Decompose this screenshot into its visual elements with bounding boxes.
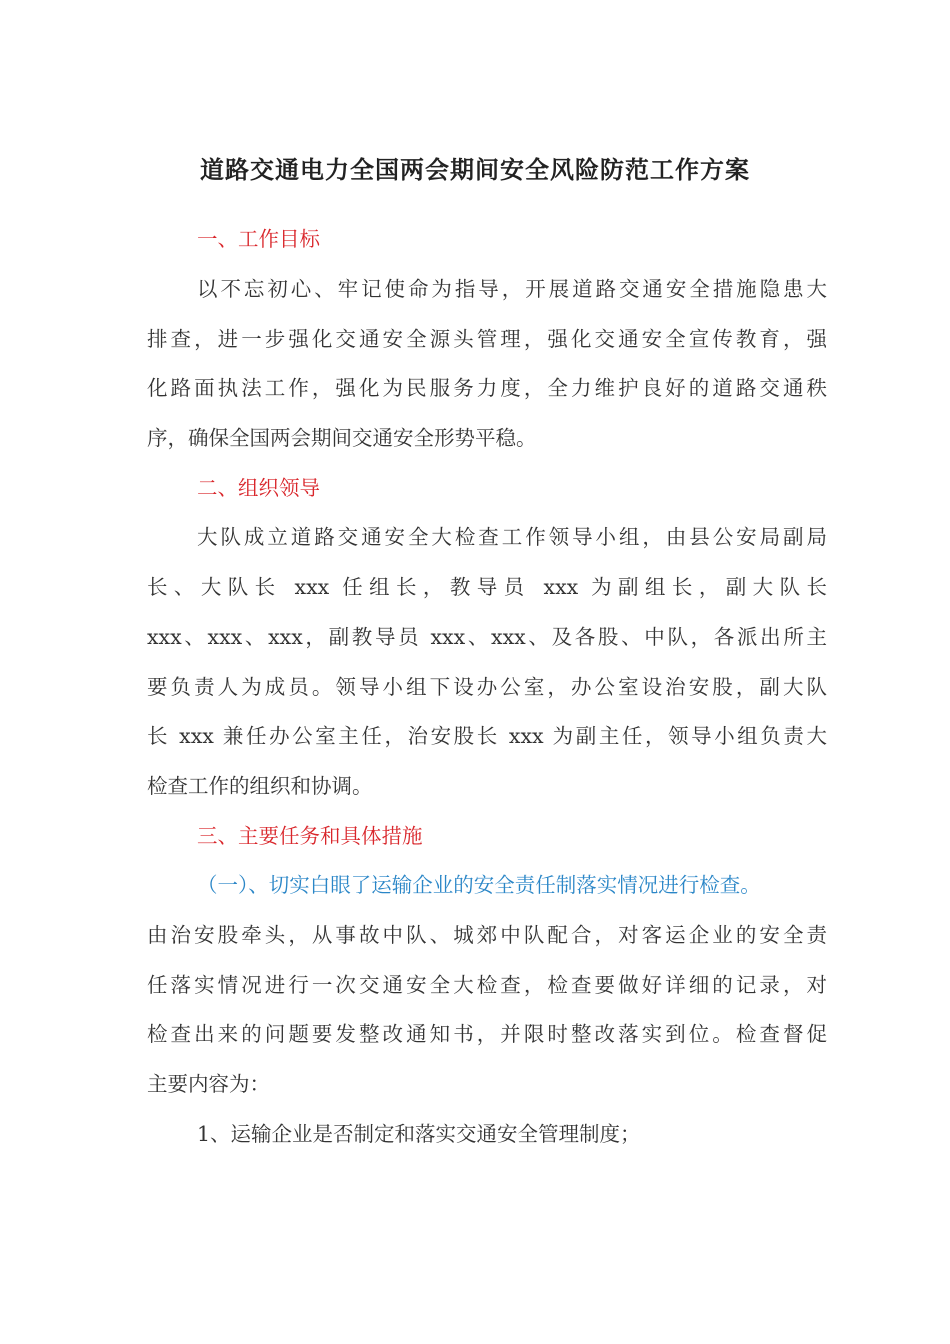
subsection-heading: （一）、切实白眼了运输企业的安全责任制落实情况进行检查。 [197, 873, 761, 897]
paragraph-line: 任落实情况进行一次交通安全大检查，检查要做好详细的记录，对 [147, 973, 827, 997]
paragraph-line: 由治安股牵头，从事故中队、城郊中队配合，对客运企业的安全责 [147, 923, 827, 947]
section-heading-tasks: 三、主要任务和具体措施 [197, 824, 423, 848]
paragraph-line: 要负责人为成员。领导小组下设办公室，办公室设治安股，副大队 [147, 675, 827, 699]
paragraph-line: xxx、xxx、xxx，副教导员 xxx、xxx、及各股、中队，各派出所主 [147, 625, 827, 649]
paragraph-line: 大队成立道路交通安全大检查工作领导小组，由县公安局副局 [197, 525, 827, 549]
paragraph-line: 长 xxx 兼任办公室主任，治安股长 xxx 为副主任，领导小组负责大 [147, 724, 827, 748]
paragraph-line: 主要内容为： [147, 1072, 270, 1096]
paragraph-line: 化路面执法工作，强化为民服务力度，全力维护良好的道路交通秩 [147, 376, 827, 400]
paragraph-line: 检查出来的问题要发整改通知书，并限时整改落实到位。检查督促 [147, 1022, 827, 1046]
section-heading-leadership: 二、组织领导 [197, 476, 320, 500]
list-item: 1、运输企业是否制定和落实交通安全管理制度； [197, 1122, 641, 1146]
paragraph-line: 序，确保全国两会期间交通安全形势平稳。 [147, 426, 537, 450]
paragraph-line: 排查，进一步强化交通安全源头管理，强化交通安全宣传教育，强 [147, 327, 827, 351]
document-title: 道路交通电力全国两会期间安全风险防范工作方案 [200, 155, 750, 184]
paragraph-line: 长、大队长 xxx 任组长，教导员 xxx 为副组长，副大队长 [147, 575, 827, 599]
paragraph-line: 检查工作的组织和协调。 [147, 774, 373, 798]
section-heading-goals: 一、工作目标 [197, 227, 320, 251]
paragraph-line: 以不忘初心、牢记使命为指导，开展道路交通安全措施隐患大 [197, 277, 827, 301]
